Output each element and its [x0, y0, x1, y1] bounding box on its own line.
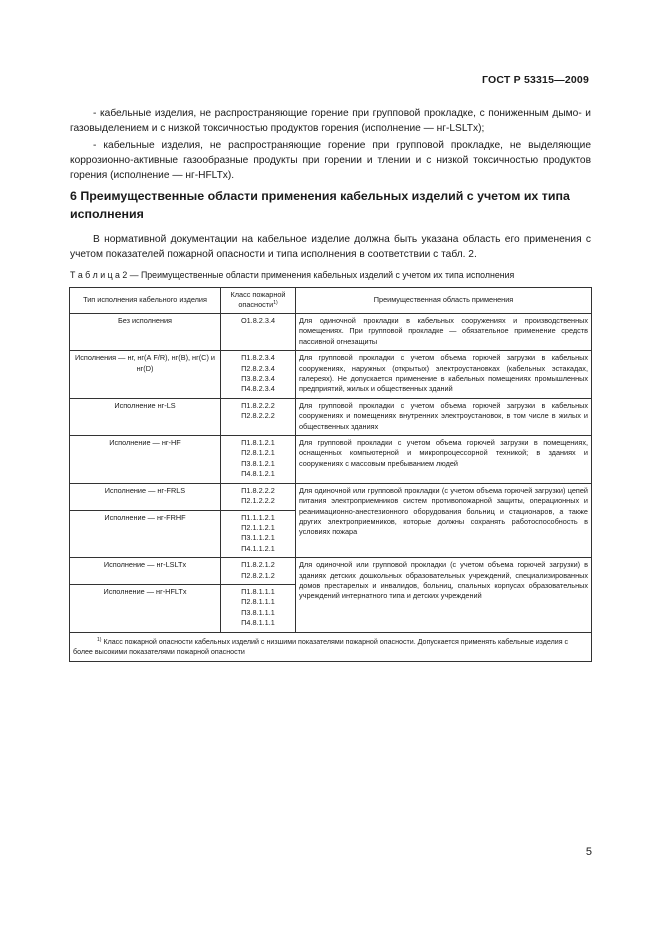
header-class — [221, 288, 296, 314]
footnote-text: Класс пожарной опасности кабельных изделий с низшими показателями пожарной опасности. Допускается применять кабельные изделия с более высокими показателями пожарной опасности — [73, 637, 569, 656]
cell-type: Исполнение — нг-FRLS — [70, 483, 221, 510]
class-code: П4.8.1.2.1 — [241, 469, 275, 479]
class-code: П3.8.2.3.4 — [241, 374, 275, 384]
cell-class — [221, 436, 296, 484]
table-row — [70, 558, 592, 585]
class-code: П2.8.2.2.2 — [241, 411, 275, 421]
table-caption: Т а б л и ц а 2 — Преимущественные области применения кабельных изделий с учетом их типа исполнения — [70, 270, 515, 280]
table-footnote — [70, 632, 592, 661]
cell-area: Для групповой прокладки с учетом объема горючей загрузки в кабельных сооружениях, наружных (открытых) электроустановках (кабельных эстакадах, галереях). Не допускается применение в кабельных помещениях промышленных предприятий, жилых и общественных зданий — [296, 351, 592, 399]
class-code: П2.1.1.2.1 — [241, 522, 275, 532]
cell-class — [221, 314, 296, 351]
header-type-label: Тип исполнения кабельного изделия — [83, 295, 207, 304]
cell-type: Исполнение нг-LS — [70, 398, 221, 435]
cell-type: Без исполнения — [70, 314, 221, 351]
footnote-mark: 1) — [273, 300, 278, 306]
header-class-label: Класс пожарной опасности — [230, 290, 286, 309]
cell-class — [221, 558, 296, 585]
table-row — [70, 351, 592, 399]
table-header-row — [70, 288, 592, 314]
cell-class — [221, 483, 296, 510]
class-code: П2.8.2.3.4 — [241, 363, 275, 373]
table-footnote-row — [70, 632, 592, 661]
class-code: П3.1.1.2.1 — [241, 533, 275, 543]
class-code: П1.8.2.1.2 — [241, 560, 275, 570]
class-code: П1.8.2.2.2 — [241, 400, 275, 410]
class-code: П1.8.1.2.1 — [241, 438, 275, 448]
class-code: П2.8.2.1.2 — [241, 570, 275, 580]
cell-class — [221, 351, 296, 399]
class-code: П3.8.1.2.1 — [241, 458, 275, 468]
class-code: П4.8.1.1.1 — [241, 618, 275, 628]
header-area — [296, 288, 592, 314]
table-row — [70, 436, 592, 484]
class-code: П2.1.2.2.2 — [241, 496, 275, 506]
cell-type: Исполнение — нг-FRHF — [70, 510, 221, 558]
class-code: П1.8.2.2.2 — [241, 485, 275, 495]
table-row — [70, 483, 592, 510]
cell-class — [221, 510, 296, 558]
cell-type: Исполнение — нг-HFLTx — [70, 584, 221, 632]
page-number: 5 — [585, 846, 592, 858]
footnote-text-wrap — [73, 637, 588, 657]
cell-area: Для одиночной или групповой прокладки (с учетом объема горючей загрузки) цепей питания электроприемников систем противопожарной защиты, операционных и реанимационно-анестезионного оборудования больниц и стационаров, а также других электроприемников, которые должны сохранять работоспособность в условиях пожара — [296, 483, 592, 557]
intro-paragraph-2: - кабельные изделия, не распространяющие горение при групповой прокладке, не выделяющие коррозионно-активные газообразные продукты при горении и тлении и с низкой токсичностью продуктов горения (исполнение — нг-HFLTx). — [70, 140, 591, 182]
class-code: П4.8.2.3.4 — [241, 384, 275, 394]
cell-type: Исполнения — нг, нг(А F/R), нг(В), нг(С) и нг(D) — [70, 351, 221, 399]
footnote-mark: 1) — [97, 636, 102, 643]
cell-type: Исполнение — нг-HF — [70, 436, 221, 484]
cell-class — [221, 398, 296, 435]
cell-area: Для групповой прокладки с учетом объема горючей загрузки в кабельных сооружениях и помещениях внутренних электроустановок, в том числе в жилых и общественных зданиях — [296, 398, 592, 435]
table-row — [70, 398, 592, 435]
class-code: П1.1.1.2.1 — [241, 512, 275, 522]
class-code: О1.8.2.3.4 — [240, 316, 276, 325]
intro-paragraph-1: - кабельные изделия, не распространяющие горение при групповой прокладке, с пониженным дымо- и газовыделением и с низкой токсичностью продуктов горения (исполнение — нг-LSLTx); — [70, 108, 591, 135]
class-code: П2.8.1.1.1 — [241, 597, 275, 607]
header-area-label: Преимущественная область применения — [373, 295, 514, 304]
class-code: П1.8.1.1.1 — [241, 586, 275, 596]
table-row — [70, 314, 592, 351]
class-code: П1.8.2.3.4 — [241, 353, 275, 363]
section-title: 6 Преимущественные области применения кабельных изделий с учетом их типа исполнения — [70, 189, 570, 221]
cell-area: Для одиночной или групповой прокладки (с учетом объема горючей загрузки) в зданиях детских дошкольных образовательных учреждений, специализированных домов престарелых и инвалидов, больниц, спальных корпусах образовательных учреждений интернатного типа и детских учреждений — [296, 558, 592, 632]
cell-area: Для одиночной прокладки в кабельных сооружениях и производственных помещениях. При групповой прокладке — обязательное применение средств пассивной огнезащиты — [296, 314, 592, 351]
cell-type: Исполнение — нг-LSLTx — [70, 558, 221, 585]
class-code: П4.1.1.2.1 — [241, 543, 275, 553]
class-code: П3.8.1.1.1 — [241, 607, 275, 617]
class-code: П2.8.1.2.1 — [241, 448, 275, 458]
header-type — [70, 288, 221, 314]
cell-class — [221, 584, 296, 632]
cell-area: Для групповой прокладки с учетом объема горючей загрузки в помещениях, оснащенных компьютерной и микропроцессорной техникой; в зданиях и сооружениях с массовым пребыванием людей — [296, 436, 592, 484]
fire-hazard-table — [69, 287, 592, 662]
section-paragraph: В нормативной документации на кабельное изделие должна быть указана область его применения с учетом показателей пожарной опасности и типа исполнения в соответствии с табл. 2. — [70, 234, 591, 261]
document-code: ГОСТ Р 53315—2009 — [481, 74, 589, 86]
